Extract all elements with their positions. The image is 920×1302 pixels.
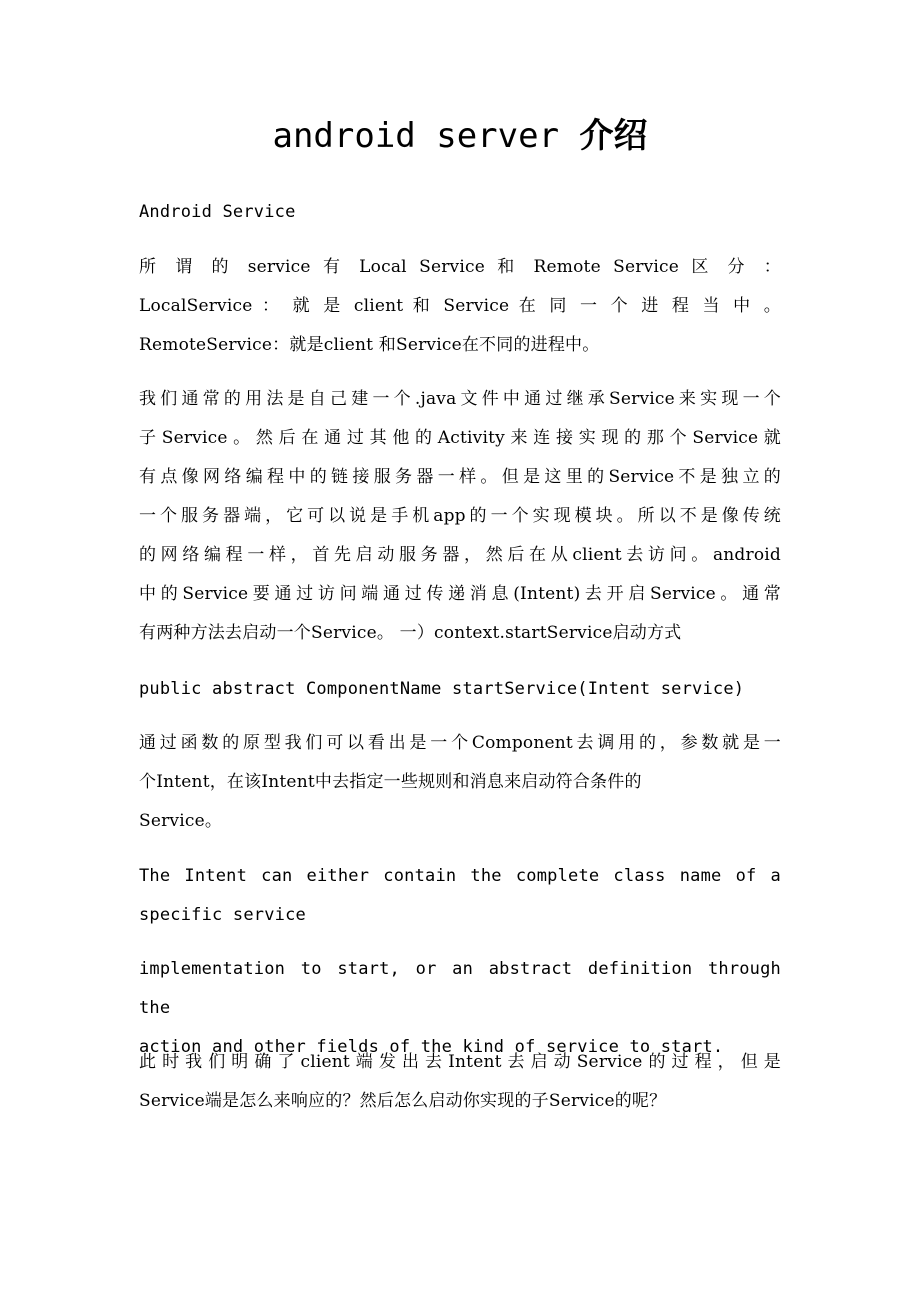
paragraph-usage: [139, 380, 781, 653]
paragraph-function-prototype: [139, 724, 781, 841]
text-line: 中的Service要通过访问端通过传递消息(Intent)去开启Service。通常: [139, 584, 781, 604]
title-english: android server: [272, 116, 560, 156]
text-line: action and other fields of the kind of service to start.: [139, 1037, 724, 1057]
text-line: 此时我们明确了client端发出去Intent去启动Service的过程，但是: [139, 1052, 781, 1072]
text-line: 子Service。然后在通过其他的Activity来连接实现的那个Service就: [139, 428, 781, 448]
text-line: 有点像网络编程中的链接服务器一样。但是这里的Service不是独立的: [139, 467, 781, 487]
paragraph-service-response: [139, 1043, 781, 1121]
text-line: Service端是怎么来响应的？然后怎么启动你实现的子Service的呢？: [139, 1091, 667, 1111]
text-line: 通过函数的原型我们可以看出是一个Component去调用的，参数就是一: [139, 733, 781, 753]
text-line: implementation to start, or an abstract definition through the: [139, 959, 781, 1018]
paragraph-intent-description-1: [139, 857, 781, 935]
page-title: [0, 108, 920, 164]
text-line: Service。: [139, 811, 223, 831]
text-line: RemoteService：就是client 和Service在不同的进程中。: [139, 335, 600, 355]
paragraph-service-types: [139, 248, 781, 365]
text-line: The Intent can either contain the complete class name of a: [139, 866, 781, 886]
paragraph-method-signature: public abstract ComponentName startService(Intent service): [139, 679, 745, 699]
text-line: 所 谓 的 service 有 Local Service 和 Remote Service 区 分 ：: [139, 257, 781, 277]
text-line: 个Intent，在该Intent中去指定一些规则和消息来启动符合条件的: [139, 772, 642, 792]
text-line: LocalService ： 就 是 client 和 Service 在 同 一 个 进 程 当 中 。: [139, 296, 781, 316]
text-line: specific service: [139, 905, 306, 925]
title-chinese: 介绍: [579, 116, 648, 156]
text-line: 我们通常的用法是自己建一个.java文件中通过继承Service来实现一个: [139, 389, 781, 409]
text-line: 有两种方法去启动一个Service。 一）context.startService启动方式: [139, 623, 682, 643]
paragraph-heading-android-service: Android Service: [139, 202, 296, 222]
text-line: 一个服务器端，它可以说是手机app的一个实现模块。所以不是像传统: [139, 506, 781, 526]
text-line: 的网络编程一样，首先启动服务器，然后在从client去访问。android: [139, 545, 781, 565]
